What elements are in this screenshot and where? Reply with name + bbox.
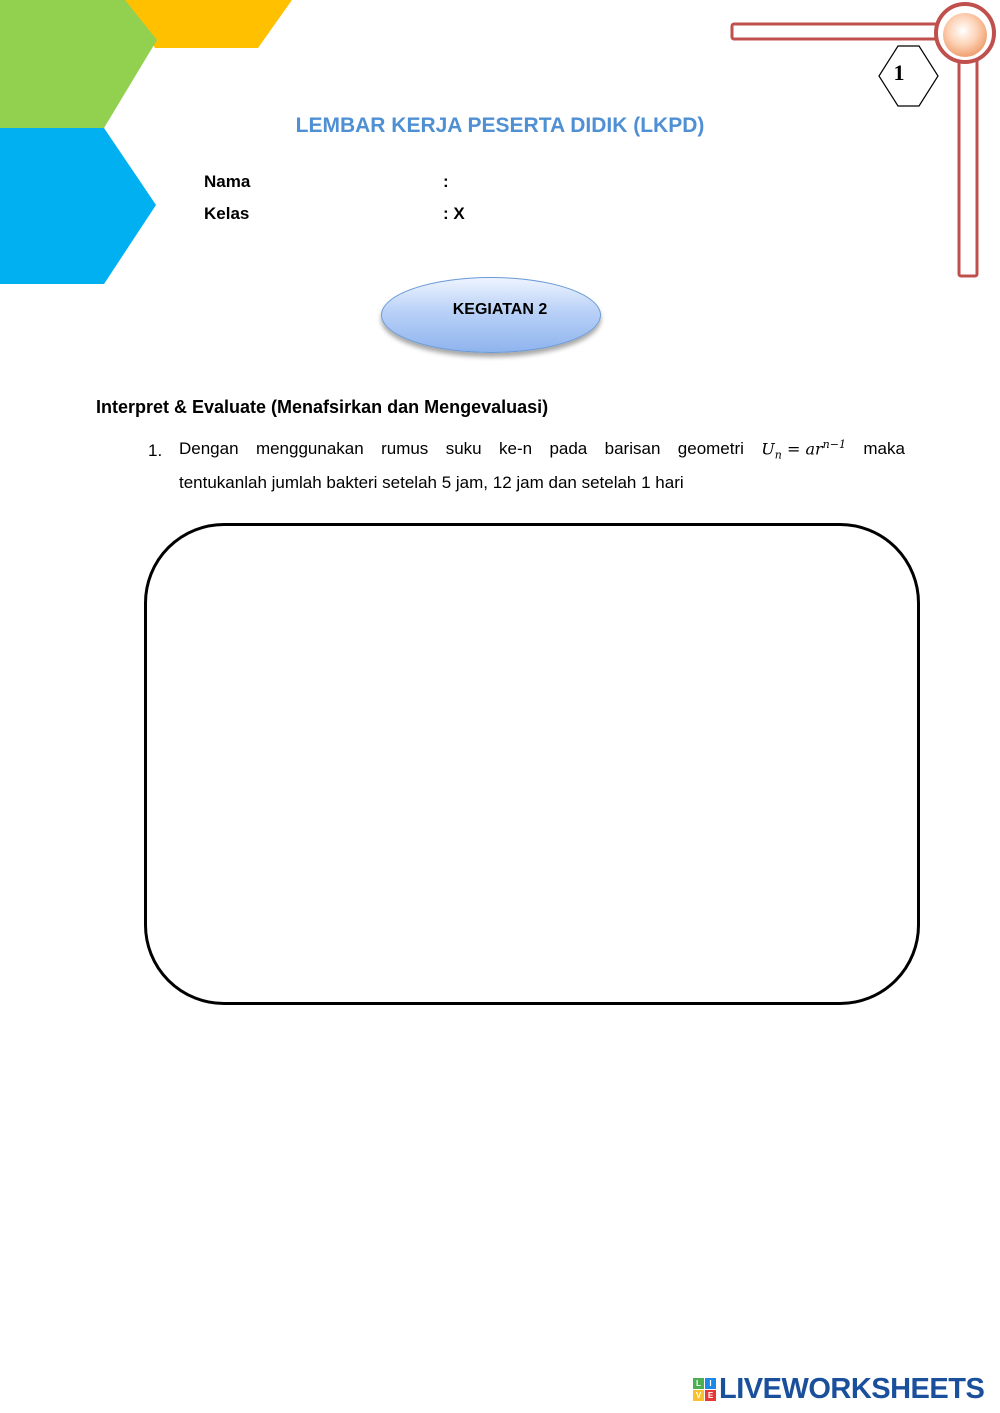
- frame-bar-horizontal: [732, 24, 952, 39]
- worksheet-title: LEMBAR KERJA PESERTA DIDIK (LKPD): [295, 114, 705, 137]
- question-line-1: [179, 438, 905, 462]
- answer-box[interactable]: [144, 523, 920, 1005]
- field-value-kelas: : X: [443, 204, 465, 223]
- question-word: menggunakan: [255, 439, 364, 459]
- field-value-nama: :: [443, 172, 449, 191]
- activity-badge: [381, 277, 601, 353]
- page-number: 1: [893, 60, 905, 85]
- question-word: ke-n: [498, 439, 533, 459]
- question-word: suku: [445, 439, 482, 459]
- footer-brand-text: LIVEWORKSHEETS: [719, 1373, 985, 1405]
- question-number: 1.: [148, 441, 163, 460]
- pin-head-icon: [943, 13, 987, 57]
- geometric-formula: $U_n = ar^{n-1}$: [761, 438, 846, 462]
- green-hexagon-shape: [0, 0, 157, 128]
- field-label-kelas: Kelas: [204, 204, 250, 223]
- question-line-2: tentukanlah jumlah bakteri setelah 5 jam, 12 jam dan setelah 1 hari: [179, 473, 684, 492]
- question-word: Dengan: [179, 439, 239, 459]
- field-label-nama: Nama: [204, 172, 251, 191]
- section-title: Interpret & Evaluate (Menafsirkan dan Mengevaluasi): [96, 397, 549, 417]
- question-word: rumus: [381, 439, 429, 459]
- liveworksheets-logo-icon: L I V E: [693, 1378, 716, 1401]
- question-word: pada: [549, 439, 588, 459]
- blue-hexagon-shape: [0, 128, 156, 284]
- activity-label: KEGIATAN 2: [452, 301, 548, 318]
- decorative-frame: [720, 0, 1000, 290]
- question-word: maka: [863, 439, 905, 459]
- question-word: barisan: [604, 439, 661, 459]
- question-word: geometri: [677, 439, 744, 459]
- frame-bar-vertical: [959, 58, 977, 276]
- footer-brand: [693, 1373, 984, 1406]
- decorative-hexagons: [0, 0, 300, 290]
